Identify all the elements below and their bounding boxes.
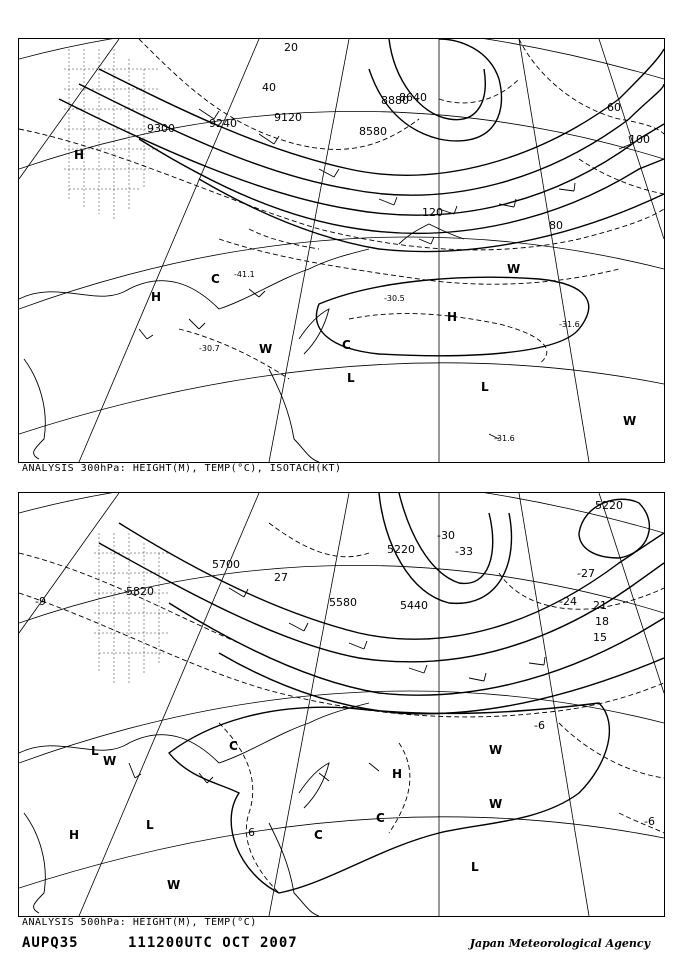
height-label: 5700 (212, 558, 240, 571)
center-marker: W (489, 797, 503, 811)
temp-label: -30.7 (199, 344, 220, 353)
isotach-label: 20 (284, 41, 298, 54)
temp-label: -31.6 (559, 320, 580, 329)
center-marker: C (342, 338, 351, 352)
center-marker: W (489, 743, 503, 757)
temp-label: -27 (577, 567, 595, 580)
height-labels-300 (147, 91, 427, 138)
center-marker: C (314, 828, 323, 842)
center-marker: W (103, 754, 117, 768)
coastline (19, 224, 464, 462)
height-contours (59, 39, 664, 356)
height-label: 5220 (387, 543, 415, 556)
center-marker: L (91, 744, 99, 758)
temp-label: -31.6 (494, 434, 515, 443)
caption-500hpa: ANALYSIS 500hPa: HEIGHT(M), TEMP(°C) (22, 917, 257, 928)
center-marker: W (259, 342, 273, 356)
center-marker: H (74, 148, 85, 162)
isotach-label: 40 (262, 81, 276, 94)
height-label: 9120 (274, 111, 302, 124)
center-marker: L (471, 860, 479, 874)
caption-300hpa: ANALYSIS 300hPa: HEIGHT(M), TEMP(°C), ISOTACH(KT) (22, 463, 342, 474)
temp-label: 27 (274, 571, 288, 584)
hatch-area (94, 533, 169, 683)
center-marker: H (69, 828, 80, 842)
isotach-label: 60 (607, 101, 621, 114)
center-marker: W (507, 262, 521, 276)
temp-label: -30 (437, 529, 455, 542)
height-label: 5440 (400, 599, 428, 612)
map-300hpa-svg (19, 39, 664, 462)
height-labels-500 (126, 499, 623, 612)
pressure-centers-500 (69, 739, 502, 892)
temp-label: -6 (644, 815, 655, 828)
center-marker: W (623, 414, 637, 428)
height-label: 8880 (381, 94, 409, 107)
temp-label: -6 (534, 719, 545, 732)
center-marker: H (447, 310, 458, 324)
height-label: 5220 (595, 499, 623, 512)
temp-label: 21 (593, 599, 607, 612)
chart-id: AUPQ35 (22, 935, 79, 951)
map-500hpa-svg (19, 493, 664, 916)
map-panel-500hpa (18, 492, 665, 917)
temp-label: 18 (595, 615, 609, 628)
center-marker: L (481, 380, 489, 394)
center-marker: L (146, 818, 154, 832)
isotach-label: 100 (629, 133, 650, 146)
height-contours (99, 493, 664, 893)
height-label: 8640 (399, 91, 427, 104)
center-marker: L (347, 371, 355, 385)
temp-label: -24 (559, 595, 577, 608)
temp-labels-500 (35, 529, 655, 839)
temp-label: -9 (35, 595, 46, 608)
temp-label: -33 (455, 545, 473, 558)
center-marker: C (229, 739, 238, 753)
agency-name: Japan Meteorological Agency (469, 937, 650, 950)
isotach-label: 80 (549, 219, 563, 232)
map-panel-300hpa (18, 38, 665, 463)
isotach-label: 120 (422, 206, 443, 219)
center-marker: H (392, 767, 403, 781)
height-label: 9240 (209, 117, 237, 130)
temp-label: -41.1 (234, 270, 255, 279)
height-label: 5580 (329, 596, 357, 609)
valid-time: 111200UTC OCT 2007 (128, 935, 298, 951)
center-marker: C (376, 811, 385, 825)
height-label: 8580 (359, 125, 387, 138)
temp-labels-300 (199, 270, 580, 443)
height-label: 5820 (126, 585, 154, 598)
coastline (19, 703, 369, 916)
temp-label: 15 (593, 631, 607, 644)
center-marker: H (151, 290, 162, 304)
temp-label: -30.5 (384, 294, 405, 303)
height-label: 9300 (147, 122, 175, 135)
temp-label: -6 (244, 826, 255, 839)
center-marker: C (211, 272, 220, 286)
center-marker: W (167, 878, 181, 892)
